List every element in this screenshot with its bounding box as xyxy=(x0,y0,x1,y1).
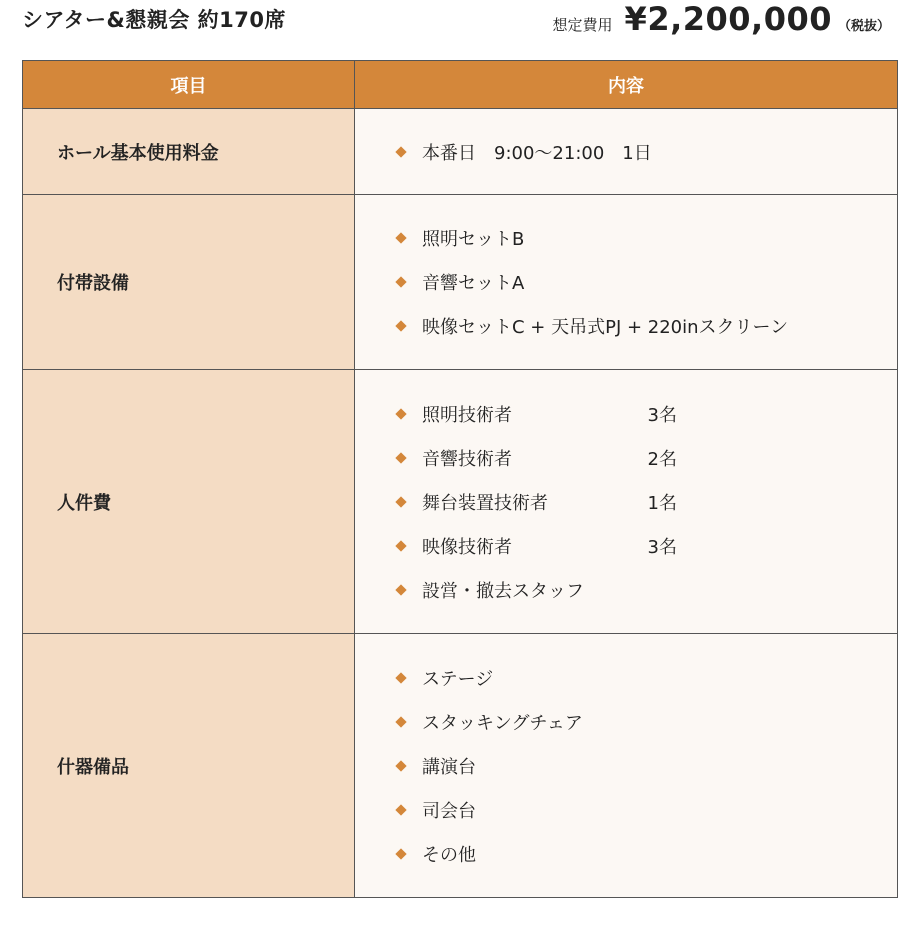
row-items xyxy=(355,634,898,898)
page-title: シアター&懇親会 約170席 xyxy=(22,8,286,32)
list-item xyxy=(397,788,897,832)
staff-role: 映像技術者 xyxy=(422,536,512,558)
diamond-bullet-icon xyxy=(395,804,406,815)
diamond-bullet-icon xyxy=(395,496,406,507)
table-row xyxy=(23,195,898,370)
list-item xyxy=(397,700,897,744)
list-item xyxy=(397,260,897,304)
price-label: 想定費用 xyxy=(552,16,613,34)
row-category: 付帯設備 xyxy=(23,195,355,370)
item-text: その他 xyxy=(422,844,476,866)
staff-count: 2名 xyxy=(647,448,677,470)
table-header-row xyxy=(23,61,898,109)
list-item xyxy=(397,216,897,260)
list-item xyxy=(397,568,897,612)
diamond-bullet-icon xyxy=(395,232,406,243)
diamond-bullet-icon xyxy=(395,540,406,551)
list-item xyxy=(397,436,897,480)
row-category: 人件費 xyxy=(23,370,355,634)
diamond-bullet-icon xyxy=(395,584,406,595)
diamond-bullet-icon xyxy=(395,320,406,331)
price-value: ¥2,200,000 xyxy=(624,0,832,38)
item-text: スタッキングチェア xyxy=(422,712,583,734)
row-category: 什器備品 xyxy=(23,634,355,898)
diamond-bullet-icon xyxy=(395,276,406,287)
row-category: ホール基本使用料金 xyxy=(23,109,355,195)
price-tax-note: （税抜） xyxy=(837,19,890,34)
list-item xyxy=(397,524,897,568)
diamond-bullet-icon xyxy=(395,672,406,683)
staff-count: 3名 xyxy=(647,536,677,558)
price-summary xyxy=(553,0,890,38)
cost-breakdown-table xyxy=(22,60,898,898)
table-row xyxy=(23,370,898,634)
staff-role: 照明技術者 xyxy=(422,404,512,426)
list-item xyxy=(397,392,897,436)
staff-count: 1名 xyxy=(647,492,677,514)
list-item xyxy=(397,480,897,524)
row-items xyxy=(355,109,898,195)
list-item xyxy=(397,832,897,876)
item-text: 司会台 xyxy=(422,800,476,822)
diamond-bullet-icon xyxy=(395,716,406,727)
list-item xyxy=(397,744,897,788)
item-text: 音響セットA xyxy=(422,273,525,294)
list-item xyxy=(397,130,897,174)
item-text: 講演台 xyxy=(422,756,476,778)
column-header-item: 項目 xyxy=(23,61,355,109)
diamond-bullet-icon xyxy=(395,760,406,771)
item-text: 映像セットC + 天吊式PJ + 220inスクリーン xyxy=(422,317,789,338)
row-items xyxy=(355,370,898,634)
list-item xyxy=(397,656,897,700)
row-items xyxy=(355,195,898,370)
staff-role: 設営・撤去スタッフ xyxy=(422,580,584,602)
item-text: ステージ xyxy=(422,668,494,690)
diamond-bullet-icon xyxy=(395,848,406,859)
staff-role: 音響技術者 xyxy=(422,448,512,470)
table-row xyxy=(23,634,898,898)
table-row xyxy=(23,109,898,195)
staff-count: 3名 xyxy=(647,404,677,426)
diamond-bullet-icon xyxy=(395,452,406,463)
list-item xyxy=(397,304,897,348)
diamond-bullet-icon xyxy=(395,146,406,157)
page-header xyxy=(22,0,898,50)
item-text: 本番日 9:00～21:00 1日 xyxy=(422,142,652,164)
diamond-bullet-icon xyxy=(395,408,406,419)
item-text: 照明セットB xyxy=(422,229,525,250)
staff-role: 舞台装置技術者 xyxy=(422,492,548,514)
column-header-content: 内容 xyxy=(355,61,898,109)
